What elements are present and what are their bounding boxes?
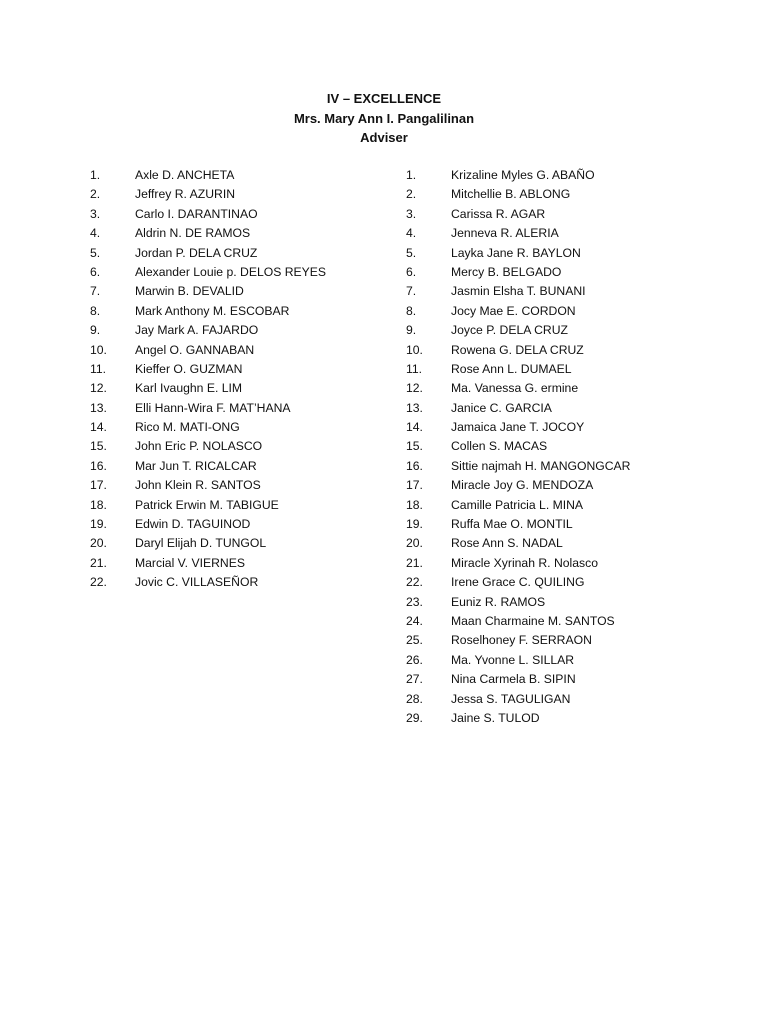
- item-number: 13.: [406, 400, 423, 415]
- student-name: Jay Mark A. FAJARDO: [135, 323, 259, 338]
- student-name: Mark Anthony M. ESCOBAR: [135, 303, 290, 318]
- student-name: Karl Ivaughn E. LIM: [135, 381, 243, 396]
- item-number: 1.: [90, 168, 101, 182]
- student-name: Rico M. MATI-ONG: [135, 420, 240, 435]
- item-number: 25.: [406, 633, 423, 648]
- item-number: 6.: [406, 264, 417, 279]
- item-number: 24.: [406, 613, 423, 628]
- student-name: Ruffa Mae O. MONTIL: [451, 517, 573, 532]
- student-name: Mitchellie B. ABLONG: [451, 187, 571, 202]
- item-number: 29.: [406, 710, 423, 725]
- student-name: Janice C. GARCIA: [451, 400, 552, 415]
- student-name: Sittie najmah H. MANGONGCAR: [451, 458, 631, 473]
- item-number: 17.: [90, 478, 107, 493]
- student-name: Mercy B. BELGADO: [451, 264, 562, 279]
- list-item: [406, 302, 630, 321]
- list-item: [406, 554, 630, 573]
- student-name: Camille Patricia L. MINA: [451, 497, 584, 512]
- item-number: 15.: [90, 439, 107, 454]
- item-number: 11.: [406, 361, 423, 376]
- student-name: Marwin B. DEVALID: [135, 284, 244, 299]
- item-number: 16.: [406, 458, 423, 473]
- item-number: 22.: [406, 575, 423, 590]
- student-name: Jovic C. VILLASEÑOR: [135, 575, 259, 590]
- student-name: Daryl Elijah D. TUNGOL: [135, 536, 267, 551]
- item-number: 2.: [406, 187, 417, 202]
- student-name: Carissa R. AGAR: [451, 206, 546, 221]
- student-name: Jordan P. DELA CRUZ: [135, 245, 258, 260]
- list-item: [90, 399, 326, 418]
- student-name: Layka Jane R. BAYLON: [451, 245, 581, 260]
- item-number: 5.: [406, 245, 417, 260]
- list-item: [406, 515, 630, 534]
- list-item: [406, 670, 630, 689]
- student-name: Krizaline Myles G. ABAÑO: [451, 168, 595, 182]
- item-number: 22.: [90, 575, 107, 590]
- item-number: 3.: [90, 206, 101, 221]
- item-number: 21.: [406, 555, 423, 570]
- student-name: Jaine S. TULOD: [451, 710, 540, 725]
- list-item: [406, 418, 630, 437]
- adviser-label: Adviser: [360, 130, 408, 145]
- student-name: Nina Carmela B. SIPIN: [451, 672, 576, 687]
- item-number: 4.: [90, 226, 101, 241]
- list-item: [406, 185, 630, 204]
- item-number: 18.: [406, 497, 423, 512]
- student-name: Angel O. GANNABAN: [135, 342, 255, 357]
- list-item: [406, 651, 630, 670]
- list-item: [406, 166, 630, 185]
- item-number: 20.: [406, 536, 423, 551]
- item-number: 10.: [90, 342, 107, 357]
- list-item: [406, 612, 630, 631]
- student-name: Mar Jun T. RICALCAR: [135, 458, 257, 473]
- girls-list: [406, 166, 630, 728]
- student-name: Miracle Joy G. MENDOZA: [451, 478, 594, 493]
- item-number: 7.: [90, 284, 101, 299]
- student-name: Ma. Yvonne L. SILLAR: [451, 652, 575, 667]
- list-item: [406, 457, 630, 476]
- item-number: 2.: [90, 187, 101, 202]
- list-item: [90, 437, 326, 456]
- list-item: [406, 690, 630, 709]
- boys-list: [90, 166, 326, 593]
- list-item: [406, 593, 630, 612]
- item-number: 6.: [90, 264, 101, 279]
- item-number: 5.: [90, 245, 101, 260]
- list-item: [90, 244, 326, 263]
- student-name: Jasmin Elsha T. BUNANI: [451, 284, 586, 299]
- list-item: [90, 534, 326, 553]
- item-number: 1.: [406, 168, 417, 182]
- student-name: John Klein R. SANTOS: [135, 478, 261, 493]
- list-item: [90, 457, 326, 476]
- list-item: [90, 476, 326, 495]
- list-item: [90, 282, 326, 301]
- list-item: [406, 321, 630, 340]
- list-item: [406, 282, 630, 301]
- student-name: Jessa S. TAGULIGAN: [451, 691, 571, 706]
- list-item: [90, 263, 326, 282]
- student-name: Alexander Louie p. DELOS REYES: [135, 264, 327, 279]
- student-name: Roselhoney F. SERRAON: [451, 633, 592, 648]
- list-item: [90, 573, 326, 592]
- list-item: [406, 224, 630, 243]
- student-name: John Eric P. NOLASCO: [135, 439, 263, 454]
- list-item: [406, 496, 630, 515]
- student-name: Maan Charmaine M. SANTOS: [451, 613, 615, 628]
- list-item: [90, 418, 326, 437]
- student-name: Edwin D. TAGUINOD: [135, 517, 251, 532]
- student-name: Marcial V. VIERNES: [135, 555, 245, 570]
- item-number: 3.: [406, 206, 417, 221]
- student-name: Kieffer O. GUZMAN: [135, 361, 243, 376]
- list-item: [406, 437, 630, 456]
- list-item: [406, 341, 630, 360]
- item-number: 15.: [406, 439, 423, 454]
- item-number: 18.: [90, 497, 107, 512]
- list-item: [406, 709, 630, 728]
- student-name: Jocy Mae E. CORDON: [451, 303, 576, 318]
- list-item: [90, 185, 326, 204]
- list-item: [406, 205, 630, 224]
- item-number: 7.: [406, 284, 417, 299]
- list-item: [406, 534, 630, 553]
- item-number: 28.: [406, 691, 423, 706]
- item-number: 27.: [406, 672, 423, 687]
- student-name: Patrick Erwin M. TABIGUE: [135, 497, 279, 512]
- item-number: 17.: [406, 478, 423, 493]
- class-header: [0, 89, 768, 148]
- student-name: Ma. Vanessa G. ermine: [451, 381, 579, 396]
- student-name: Carlo I. DARANTINAO: [135, 206, 258, 221]
- item-number: 8.: [90, 303, 101, 318]
- item-number: 19.: [90, 517, 107, 532]
- list-item: [406, 573, 630, 592]
- list-item: [90, 496, 326, 515]
- list-item: [406, 263, 630, 282]
- list-item: [406, 476, 630, 495]
- item-number: 9.: [90, 323, 101, 338]
- item-number: 8.: [406, 303, 417, 318]
- item-number: 12.: [406, 381, 423, 396]
- student-name: Euniz R. RAMOS: [451, 594, 546, 609]
- student-name: Rowena G. DELA CRUZ: [451, 342, 584, 357]
- item-number: 9.: [406, 323, 417, 338]
- adviser-name: Mrs. Mary Ann I. Pangalilinan: [293, 110, 475, 126]
- student-name: Rose Ann S. NADAL: [451, 536, 563, 551]
- list-item: [90, 302, 326, 321]
- student-name: Rose Ann L. DUMAEL: [451, 361, 572, 376]
- student-name: Irene Grace C. QUILING: [451, 575, 585, 590]
- item-number: 14.: [406, 420, 423, 435]
- item-number: 14.: [90, 420, 107, 435]
- list-item: [90, 360, 326, 379]
- list-item: [90, 321, 326, 340]
- list-item: [90, 205, 326, 224]
- item-number: 12.: [90, 381, 107, 396]
- student-name: Elli Hann-Wira F. MAT’HANA: [135, 400, 291, 415]
- list-item: [406, 379, 630, 398]
- student-name: Aldrin N. DE RAMOS: [135, 226, 251, 241]
- student-name: Jamaica Jane T. JOCOY: [451, 420, 585, 435]
- list-item: [90, 554, 326, 573]
- list-item: [406, 399, 630, 418]
- list-item: [90, 224, 326, 243]
- list-item: [90, 166, 326, 185]
- item-number: 21.: [90, 555, 107, 570]
- item-number: 19.: [406, 517, 423, 532]
- item-number: 20.: [90, 536, 107, 551]
- list-item: [406, 244, 630, 263]
- list-item: [90, 379, 326, 398]
- item-number: 10.: [406, 342, 423, 357]
- student-name: Joyce P. DELA CRUZ: [451, 323, 568, 338]
- item-number: 11.: [90, 361, 107, 376]
- item-number: 23.: [406, 594, 423, 609]
- student-name: Jeffrey R. AZURIN: [135, 187, 236, 202]
- item-number: 26.: [406, 652, 423, 667]
- list-item: [90, 515, 326, 534]
- list-item: [90, 341, 326, 360]
- section-title: IV – EXCELLENCE: [326, 91, 442, 106]
- item-number: 16.: [90, 458, 107, 473]
- student-name: Miracle Xyrinah R. Nolasco: [451, 555, 598, 570]
- item-number: 13.: [90, 400, 107, 415]
- student-name: Collen S. MACAS: [451, 439, 548, 454]
- list-item: [406, 631, 630, 650]
- student-name: Jenneva R. ALERIA: [451, 226, 559, 241]
- student-name: Axle D. ANCHETA: [135, 168, 235, 182]
- item-number: 4.: [406, 226, 417, 241]
- list-item: [406, 360, 630, 379]
